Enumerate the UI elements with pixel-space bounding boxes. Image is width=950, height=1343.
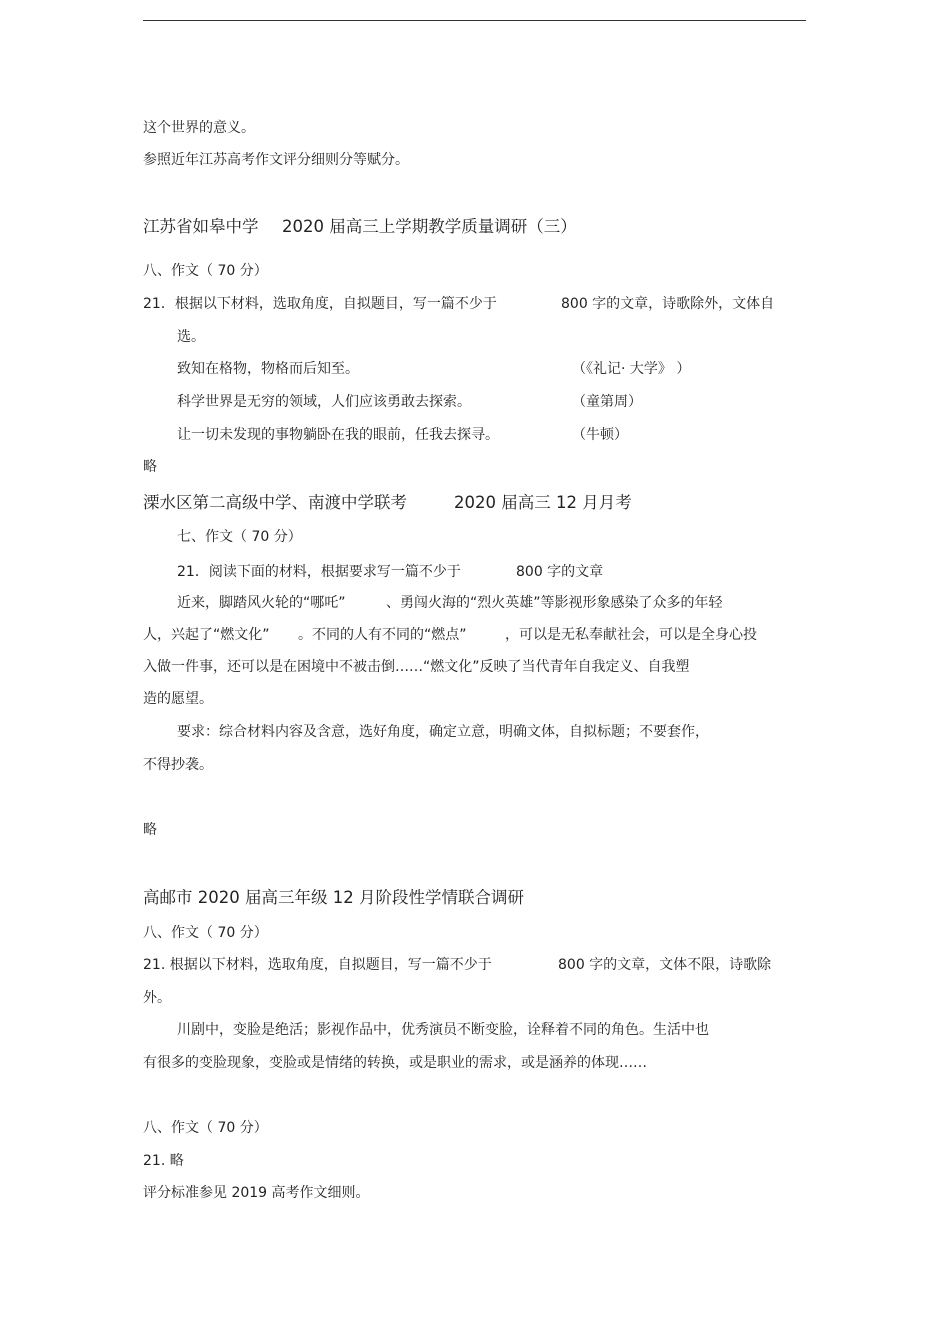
paragraph-text: 川剧中，变脸是绝活；影视作品中，优秀演员不断变脸，诠释着不同的角色。生活中也: [177, 1022, 709, 1038]
text-line: 这个世界的意义。: [143, 120, 255, 136]
question-text: 800 字的文章，诗歌除外，文体自: [561, 296, 775, 312]
paragraph-text: 。不同的人有不同的“燃点”: [298, 627, 467, 643]
section-title: 江苏省如皋中学: [143, 217, 259, 236]
paragraph-text: 造的愿望。: [143, 691, 213, 707]
part-heading: 七、作文（ 70 分）: [177, 529, 302, 545]
scoring-note: 评分标准参见 2019 高考作文细则。: [143, 1185, 370, 1201]
text-line: 参照近年江苏高考作文评分细则分等赋分。: [143, 152, 409, 168]
quote-text: 科学世界是无穷的领域，人们应该勇敢去探索。: [177, 394, 471, 410]
paragraph-text: 、勇闯火海的“烈火英雄”等影视形象感染了众多的年轻: [386, 595, 723, 611]
paragraph-text: ，可以是无私奉献社会，可以是全身心投: [505, 627, 757, 643]
section-title: 2020 届高三上学期教学质量调研（三）: [282, 217, 577, 236]
section-title: 高邮市 2020 届高三年级 12 月阶段性学情联合调研: [143, 888, 524, 907]
header-rule: [143, 20, 806, 21]
quote-source: （牛顿）: [572, 427, 628, 443]
quote-source: （《礼记· 大学》 ）: [572, 361, 691, 377]
part-heading: 八、作文（ 70 分）: [143, 925, 268, 941]
requirement-text: 不得抄袭。: [143, 757, 213, 773]
paragraph-text: 入做一件事，还可以是在困境中不被击倒……“燃文化”反映了当代青年自我定义、自我塑: [143, 659, 690, 675]
part-heading: 八、作文（ 70 分）: [143, 263, 268, 279]
quote-source: （童第周）: [572, 394, 642, 410]
quote-text: 让一切未发现的事物躺卧在我的眼前，任我去探寻。: [177, 427, 499, 443]
paragraph-text: 人，兴起了“燃文化”: [143, 627, 270, 643]
answer-text: 略: [143, 822, 157, 838]
requirement-text: 要求：综合材料内容及含意，选好角度，确定立意，明确文体，自拟标题；不要套作，: [177, 724, 709, 740]
question-text: 21．根据以下材料，选取角度，自拟题目，写一篇不少于: [143, 296, 497, 312]
question-text: 800 字的文章，文体不限，诗歌除: [558, 957, 772, 973]
question-text: 21．阅读下面的材料，根据要求写一篇不少于: [177, 564, 461, 580]
part-heading: 八、作文（ 70 分）: [143, 1120, 268, 1136]
paragraph-text: 有很多的变脸现象，变脸或是情绪的转换，或是职业的需求，或是涵养的体现……: [143, 1055, 647, 1071]
quote-text: 致知在格物，物格而后知至。: [177, 361, 359, 377]
section-title: 溧水区第二高级中学、南渡中学联考: [143, 493, 407, 512]
answer-text: 略: [143, 459, 157, 475]
question-text: 选。: [177, 329, 205, 345]
section-title: 2020 届高三 12 月月考: [454, 493, 632, 512]
question-text: 外。: [143, 990, 171, 1006]
question-text: 800 字的文章: [516, 564, 604, 580]
paragraph-text: 近来，脚踏风火轮的“哪吒”: [177, 595, 346, 611]
answer-text: 21. 略: [143, 1153, 184, 1169]
question-text: 21. 根据以下材料，选取角度，自拟题目，写一篇不少于: [143, 957, 492, 973]
